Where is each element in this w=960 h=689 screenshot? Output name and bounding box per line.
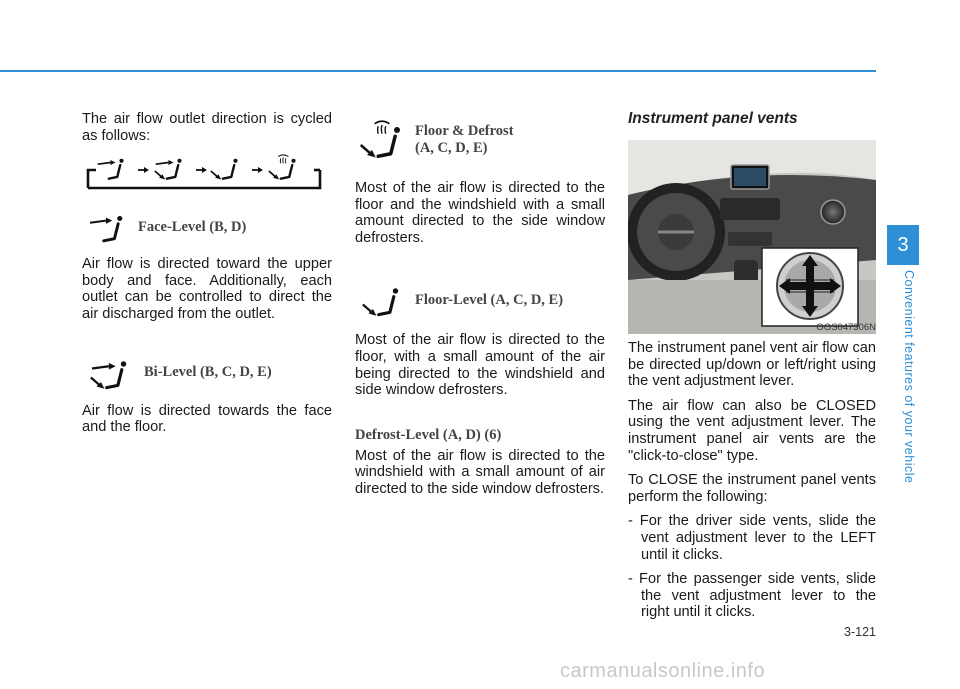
dashboard-vent-figure	[628, 140, 876, 334]
bi-level-heading	[82, 355, 332, 391]
vent-paragraph-1: The instrument panel vent air flow can be directed up/down or left/right using the vent adjustment lever.	[628, 340, 876, 390]
vent-bullet-passenger: - For the passenger side vents, slide the vent adjustment lever to the right until it clicks.	[628, 571, 876, 621]
section-title: Instrument panel vents	[628, 110, 798, 127]
floor-level-title: Floor-Level (A, C, D, E)	[415, 291, 564, 308]
bi-level-text: Air flow is directed towards the face and the floor.	[82, 402, 332, 436]
vent-bullet-driver: - For the driver side vents, slide the vent adjustment lever to the LEFT until it clicks.	[628, 513, 876, 563]
face-level-heading	[82, 210, 332, 244]
chapter-tab: 3	[887, 225, 919, 265]
figure-code: OOS047306N	[816, 322, 876, 333]
face-level-text: Air flow is directed toward the upper body and face. Additionally, each outlet can be controlled to direct the air discharged from the outlet.	[82, 256, 332, 322]
floor-defrost-title-2: (A, C, D, E)	[415, 140, 488, 156]
face-level-icon	[82, 210, 132, 244]
intro-text: The air flow outlet direction is cycled as follows:	[82, 111, 332, 144]
bi-level-icon	[82, 355, 138, 391]
floor-level-text: Most of the air flow is directed to the floor, with a small amount of the air being directed to the windshield and side window defrosters.	[355, 332, 605, 399]
floor-defrost-icon	[355, 120, 409, 160]
floor-defrost-text: Most of the air flow is directed to the floor and the windshield with a small amount directed to the side window defrosters.	[355, 180, 605, 246]
watermark: carmanualsonline.info	[560, 660, 766, 682]
floor-defrost-title-1: Floor & Defrost	[415, 123, 514, 139]
bi-level-title: Bi-Level (B, C, D, E)	[144, 364, 272, 381]
column-right	[628, 110, 876, 128]
dashboard-illustration	[628, 140, 876, 334]
page-number: 3-121	[844, 625, 876, 639]
vent-paragraph-2: The air flow can also be CLOSED using the vent adjustment lever. The instrument panel air vents are the "click-to-close" type.	[628, 397, 876, 464]
floor-level-icon	[355, 282, 409, 318]
chapter-title: Convenient features of your vehicle	[902, 270, 916, 484]
defrost-level-text: Most of the air flow is directed to the windshield with a small amount of air directed to the side window defrosters.	[355, 447, 605, 497]
floor-defrost-heading	[355, 120, 605, 160]
column-left	[82, 111, 332, 436]
mode-cycle-diagram	[82, 154, 327, 194]
vent-paragraph-3: To CLOSE the instrument panel vents perform the following:	[628, 472, 876, 505]
face-level-title: Face-Level (B, D)	[138, 218, 247, 235]
column-right-text	[628, 340, 876, 624]
cycle-arrow-icon	[82, 154, 327, 194]
column-middle	[355, 120, 605, 498]
header-rule	[0, 70, 876, 72]
floor-level-heading	[355, 282, 605, 318]
defrost-level-title: Defrost-Level (A, D) (6)	[355, 426, 502, 443]
